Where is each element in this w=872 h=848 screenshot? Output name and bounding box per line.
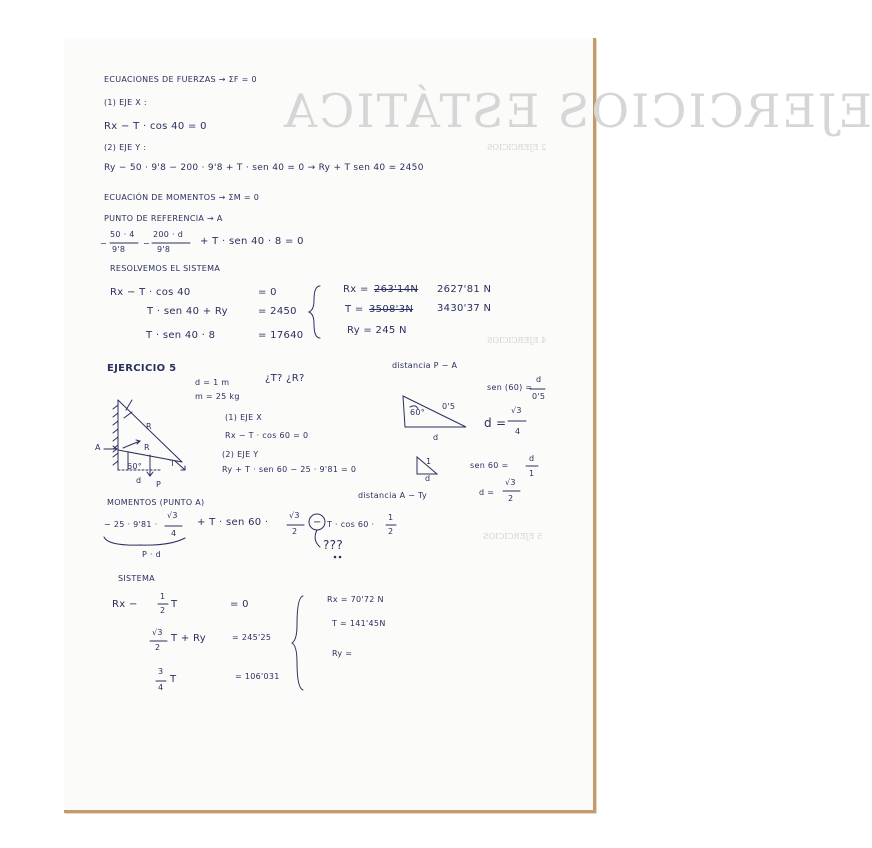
system-eq-3: T · sen 40 · 8 <box>146 330 216 341</box>
sen60-2-den: 1 <box>529 469 535 478</box>
system5-eq1-rhs: = 0 <box>230 599 249 610</box>
underbrace-pd <box>104 537 185 545</box>
triangle-angle: 60° <box>410 408 426 417</box>
small-triangle <box>417 457 437 474</box>
axis-x-label: (1) EJE X : <box>104 98 147 107</box>
result5-rx: Rx = 70'72 N <box>327 595 384 604</box>
exercise-5-title: EJERCICIO 5 <box>107 363 177 374</box>
equation-y-5: Ry + T · sen 60 − 25 · 9'81 = 0 <box>222 465 357 474</box>
result-rx-crossed: 263'14N <box>374 284 419 295</box>
triangle-base: d <box>433 433 439 442</box>
given-d: d = 1 m <box>195 378 230 387</box>
d2-num: √3 <box>505 478 516 487</box>
frac1-num: 50 · 4 <box>110 230 135 239</box>
system5-eq3-num: 3 <box>158 667 164 676</box>
equation-x-5: Rx − T · cos 60 = 0 <box>225 431 309 440</box>
faint-text: 4 EJERCICIOS <box>487 336 547 345</box>
moment-frac3-den: 2 <box>388 527 394 536</box>
sen60-2-num: d <box>529 454 535 463</box>
frac2-num: 200 · d <box>153 230 184 239</box>
axis-y-label: (2) EJE Y : <box>104 143 147 152</box>
reference-point: PUNTO DE REFERENCIA → A <box>104 214 223 223</box>
moment-frac1-num: √3 <box>167 511 178 520</box>
system5-eq2-num: √3 <box>152 628 163 637</box>
sen60-den: 0'5 <box>532 392 546 401</box>
moment-frac2-num: √3 <box>289 511 300 520</box>
moment-term-3: T · cos 60 · <box>327 520 375 529</box>
small-triangle-base: d <box>425 474 431 483</box>
result-ry: Ry = 245 N <box>347 325 407 336</box>
p-times-d: P · d <box>142 550 162 559</box>
system5-eq2-b: T + Ry <box>171 633 206 644</box>
result-rx-label: Rx = <box>343 284 369 295</box>
system5-eq2-den: 2 <box>155 643 161 652</box>
equation-x: Rx − T · cos 40 = 0 <box>104 121 207 132</box>
moment-term-2: + T · sen 60 · <box>197 517 269 528</box>
system-eq-2: T · sen 40 + Ry <box>147 306 228 317</box>
circled-minus <box>309 514 325 530</box>
frac1-den: 9'8 <box>112 245 126 254</box>
d-result-num: √3 <box>511 406 522 415</box>
system5-eq3-b: T <box>170 674 177 685</box>
distance-p-a-label: distancia P − A <box>392 361 458 370</box>
fig-label-r: R <box>146 422 152 431</box>
sen60-num: d <box>536 375 542 384</box>
moments-equation-title: ECUACIÓN DE MOMENTOS → ΣM = 0 <box>104 193 260 202</box>
right-triangle <box>403 396 466 427</box>
small-triangle-hyp: 1 <box>426 457 432 466</box>
frac2-den: 9'8 <box>157 245 171 254</box>
d2-den: 2 <box>508 494 514 503</box>
result5-ry: Ry = <box>332 649 353 658</box>
d-result-den: 4 <box>515 427 521 436</box>
d-result-eq: d = <box>484 416 507 430</box>
system5-eq2-rhs: = 245'25 <box>232 633 272 642</box>
brace-ex4 <box>309 286 320 338</box>
sen60-eq: sen (60) = <box>487 383 533 392</box>
triangle-side: 0'5 <box>442 402 456 411</box>
system5-eq3-rhs: = 106'031 <box>235 672 280 681</box>
result-rx: 2627'81 N <box>437 284 492 295</box>
fig-label-p: P <box>156 480 162 489</box>
system5-eq1-num: 1 <box>160 592 166 601</box>
d2-eq: d = <box>479 488 495 497</box>
axis-y-label-5: (2) EJE Y <box>222 450 259 459</box>
result-t-crossed: 3508'3N <box>369 304 414 315</box>
system5-eq1-den: 2 <box>160 606 166 615</box>
watermark-title: EJERCICIOS ESTÁTICA <box>282 84 872 138</box>
system-eq-1: Rx − T · cos 40 <box>110 287 191 298</box>
fig-label-d: d <box>136 476 142 485</box>
system-eq-1-rhs: = 0 <box>258 287 277 298</box>
result-t-label: T = <box>345 304 364 315</box>
system5-eq1-b: T <box>171 599 178 610</box>
minus-sign: − <box>100 239 108 248</box>
system5-eq1-a: Rx − <box>112 599 138 610</box>
minus-sign: − <box>143 239 151 248</box>
system5-eq3-den: 4 <box>158 683 164 692</box>
question-marks: ??? <box>323 538 344 552</box>
axis-x-label-5: (1) EJE X <box>225 413 263 422</box>
moments-title-5: MOMENTOS (PUNTO A) <box>107 498 205 507</box>
moment-frac3-num: 1 <box>388 513 394 522</box>
moment-frac1-den: 4 <box>171 529 177 538</box>
faint-text: 2 EJERCICIOS <box>487 143 547 152</box>
fig-label-a: A <box>95 443 101 452</box>
moment-circled-minus: − <box>313 517 322 528</box>
given-m: m = 25 kg <box>195 392 240 401</box>
question-arrow <box>315 530 320 547</box>
faint-text: 5 EJERCICIOS <box>483 532 543 541</box>
result5-t: T = 141'45N <box>332 619 386 628</box>
moment-frac2-den: 2 <box>292 527 298 536</box>
moment-term-1: − 25 · 9'81 · <box>104 520 158 529</box>
result-t: 3430'37 N <box>437 303 492 314</box>
solve-system-title: RESOLVEMOS EL SISTEMA <box>110 264 221 273</box>
fig-label-angle: 60° <box>127 462 143 471</box>
fig-label-t: T <box>170 459 176 468</box>
system-title-5: SISTEMA <box>118 574 155 583</box>
sen60-eq-2: sen 60 = <box>470 461 509 470</box>
system-eq-3-rhs: = 17640 <box>258 330 304 341</box>
forces-equation-title: ECUACIONES DE FUERZAS → ΣF = 0 <box>104 75 257 84</box>
equation-y: Ry − 50 · 9'8 − 200 · 9'8 + T · sen 40 = 0 → Ry + T sen 40 = 2450 <box>104 163 424 173</box>
distance-a-ty-label: distancia A − Ty <box>358 491 428 500</box>
moments-equation: + T · sen 40 · 8 = 0 <box>200 236 304 247</box>
system-eq-2-rhs: = 2450 <box>258 306 297 317</box>
brace-ex5 <box>292 596 303 690</box>
fig-label-r2: R <box>144 443 150 452</box>
unknowns: ¿T? ¿R? <box>265 373 305 384</box>
